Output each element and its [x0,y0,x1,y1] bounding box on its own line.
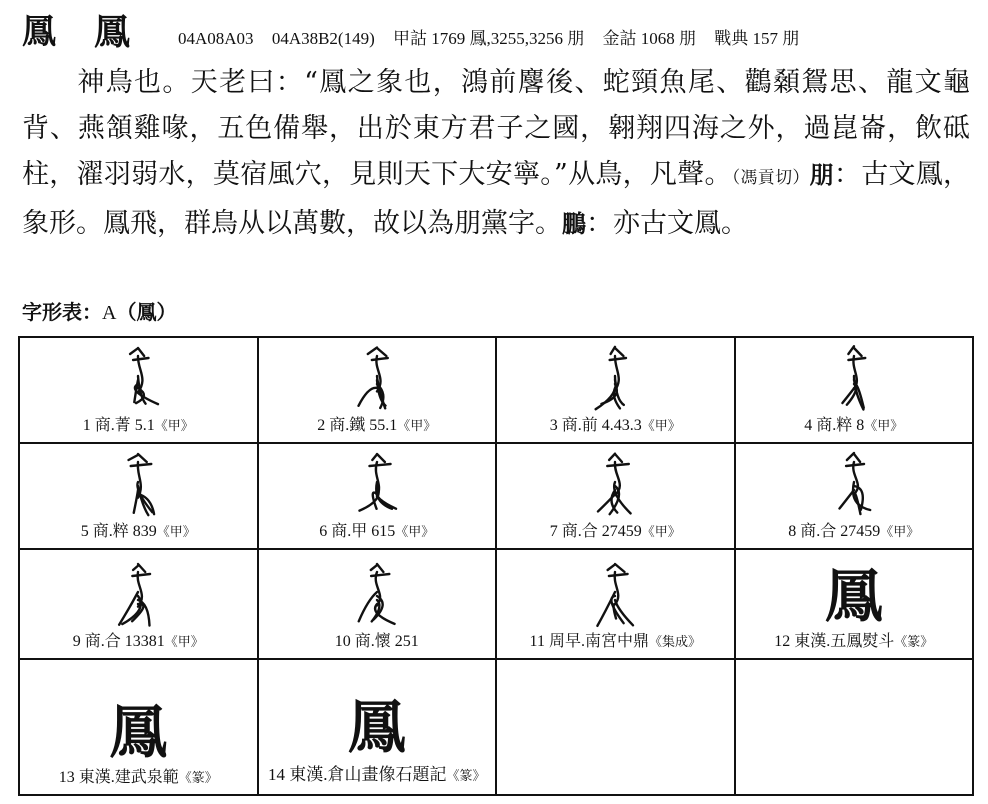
glyph-cell-1 [19,337,258,443]
oracle-glyph-image [337,340,417,412]
glyph-cell-3 [496,337,735,443]
glyph-cell-inner [499,338,732,436]
glyph-caption-text: 2 商.鐵 55.1 [317,417,398,434]
glyph-caption-text: 7 商.合 27459 [549,523,642,540]
glyph-cell-inner [22,660,255,788]
glyph-source-tag: 《篆》 [446,768,486,783]
glyph-cell-inner [738,338,971,436]
definition-part-3: ：亦古文鳳。 [586,208,748,239]
glyph-cell-12 [735,549,974,659]
glyph-caption-text: 13 東漢.建武泉範 [58,769,179,786]
glyph-cell-inner [738,444,971,542]
glyph-caption [73,632,204,652]
oracle-glyph-image [337,446,417,518]
glyph-table-row [19,443,973,549]
headword: 鳳 [94,11,131,53]
glyph-stroke [371,564,384,572]
glyph-caption-text: 11 周早.南宮中鼎 [529,633,649,650]
oracle-glyph-image [814,446,894,518]
glyph-caption [788,522,919,542]
glyph-stroke [847,453,860,462]
glyph-stroke [130,348,144,356]
glyph-caption [550,522,681,542]
glyph-stroke [371,574,389,576]
entry-header [22,8,972,58]
glyph-caption [83,416,194,436]
glyph-source-tag: 《篆》 [178,770,218,785]
glyph-stroke [133,574,151,576]
glyph-table-row [19,659,973,795]
glyph-source-tag: 《甲》 [154,418,194,433]
glyph-form-table [18,336,974,796]
table-caption-char: （鳳） [116,300,177,324]
definition-part-2: ：古文鳳，象形。鳳飛，群鳥从以萬數，故以為朋黨字。 [22,159,971,239]
glyph-source-tag: 《甲》 [641,418,681,433]
glyph-source-tag: 《甲》 [641,524,681,539]
glyph-cell-inner [738,550,971,652]
glyph-stroke [839,490,854,508]
glyph-cell-inner [261,338,494,436]
glyph-cell-7 [496,443,735,549]
oracle-glyph-image [575,446,655,518]
glyph-caption-text: 3 商.前 4.43.3 [549,417,642,434]
glyph-source-tag: 《甲》 [164,634,204,649]
glyph-source-tag: 《甲》 [864,418,904,433]
glyph-caption [550,416,681,436]
oracle-glyph-image [575,340,655,412]
oracle-glyph-image [98,340,178,412]
table-caption-letter: A [102,302,117,324]
glyph-cell-inner [261,660,494,788]
glyph-caption-text: 4 商.粹 8 [804,417,865,434]
glyph-caption-text: 6 商.甲 615 [319,523,396,540]
glyph-cell-14 [258,659,497,795]
glyph-stroke [848,346,861,356]
glyph-cell-inner [499,444,732,542]
glyph-caption-text: 12 東漢.五鳳熨斗 [774,633,895,650]
glyph-source-tag: 《甲》 [397,418,437,433]
glyph-stroke [609,574,628,576]
glyph-caption [804,416,903,436]
glyph-stroke [358,388,376,406]
glyph-stroke [609,454,622,462]
glyph-stroke [372,454,385,462]
glyph-table-row [19,337,973,443]
reference-codes [178,24,813,49]
definition-part-1: 神鳥也。天老曰：“鳳之象也，鴻前麐後、蛇頸魚尾、鸛顙鴛思、龍文龜背、燕頷雞喙，五色備舉，出於東方君子之國，翱翔四海之外，過崑崙，飲砥柱，濯羽弱水，莫宿風穴，見則天下大安寧。”从鳥，凡聲。 [22,67,970,190]
glyph-caption-text: 9 商.合 13381 [72,633,165,650]
code-1: 04A08A03 [178,29,254,48]
glyph-cell-inner [22,550,255,652]
glyph-stroke [610,358,626,360]
glyph-caption-text: 8 商.合 27459 [788,523,881,540]
glyph-caption [59,768,218,788]
oracle-glyph-image [814,340,894,412]
glyph-caption [81,522,196,542]
seal-glyph-image: 鳳 [109,698,168,766]
glyph-source-tag: 《篆》 [894,634,934,649]
glyph-cell-13 [19,659,258,795]
glyph-source-tag: 《甲》 [156,524,196,539]
glyph-cell-inner [22,338,255,436]
seal-script-glyph: 鳳 [22,12,54,52]
glyph-cell-empty [735,659,974,795]
code-2: 04A38B2(149) [271,29,375,48]
glyph-caption-text: 1 商.菁 5.1 [82,417,155,434]
ref-jingu: 金詁 1068 朋 [602,29,697,48]
glyph-stroke [133,358,148,360]
glyph-caption-text: 5 商.粹 839 [80,523,157,540]
glyph-source-tag: 《甲》 [395,524,435,539]
glyph-stroke [608,464,630,466]
glyph-stroke [375,604,394,624]
ref-jiagu: 甲詁 1769 鳳,3255,3256 朋 [393,29,585,48]
definition-text [22,60,970,247]
glyph-stroke [129,454,147,462]
glyph-stroke [596,380,616,409]
glyph-cell-empty [496,659,735,795]
oracle-glyph-image [98,556,178,628]
glyph-cell-inner [261,444,494,542]
glyph-cell-8 [735,443,974,549]
glyph-cell-inner [261,550,494,652]
glyph-caption [317,416,436,436]
glyph-caption [530,632,701,652]
glyph-caption-text: 14 東漢.倉山畫像石題記 [267,765,447,784]
glyph-stroke [372,358,388,360]
glyph-caption-text: 10 商.懷 251 [334,633,419,650]
ancient-glyph-1: 朋 [809,160,834,189]
seal-glyph-image: 鳳 [347,693,406,761]
glyph-stroke [611,347,624,356]
table-caption [22,296,176,325]
glyph-cell-inner [499,550,732,652]
glyph-caption [774,632,933,652]
ancient-glyph-2: 鵬 [562,209,586,238]
glyph-cell-11 [496,549,735,659]
oracle-glyph-image [98,446,178,518]
glyph-stroke [848,358,865,360]
glyph-caption [319,522,434,542]
glyph-stroke [133,564,145,572]
seal-glyph-image: 鳳 [824,562,883,630]
glyph-source-tag: 《甲》 [880,524,920,539]
fanqie: （馮貢切） [731,168,810,188]
glyph-stroke [608,564,625,572]
glyph-cell-10 [258,549,497,659]
ref-zhandian: 戰典 157 朋 [714,29,800,48]
glyph-table-row [19,549,973,659]
table-caption-label: 字形表： [22,300,102,324]
glyph-stroke [131,464,152,466]
glyph-cell-5 [19,443,258,549]
glyph-cell-6 [258,443,497,549]
glyph-cell-inner [22,444,255,542]
glyph-cell-9 [19,549,258,659]
glyph-caption [268,763,486,788]
glyph-stroke [368,348,386,356]
glyph-cell-4 [735,337,974,443]
glyph-source-tag: 《集成》 [648,634,701,649]
glyph-cell-2 [258,337,497,443]
glyph-stroke [846,464,864,466]
glyph-caption [335,632,419,652]
oracle-glyph-image [575,556,655,628]
oracle-glyph-image [337,556,417,628]
glyph-stroke [369,464,390,466]
